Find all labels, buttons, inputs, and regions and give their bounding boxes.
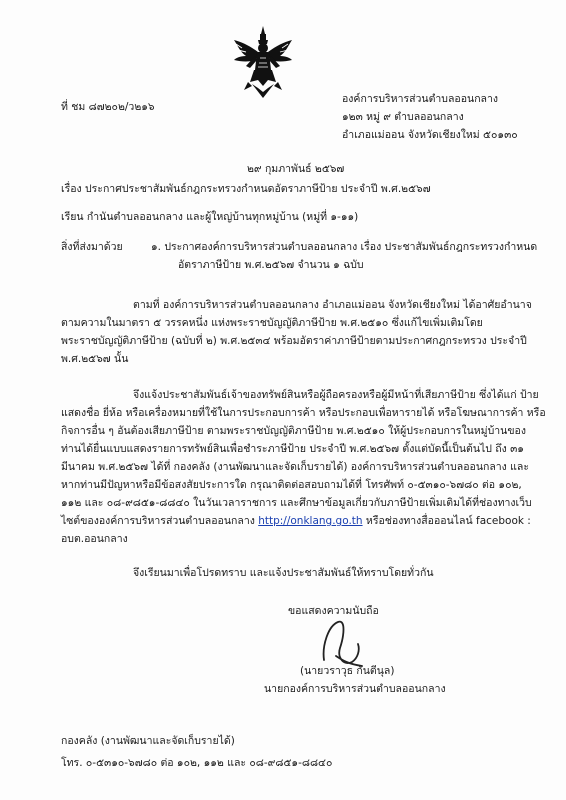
signatory-position: นายกองค์การบริหารส่วนตำบลออนกลาง xyxy=(264,683,446,695)
recipient-line: เรียน กำนันตำบลออนกลาง และผู้ใหญ่บ้านทุกหมู่บ้าน (หมู่ที่ ๑-๑๑) xyxy=(61,211,359,223)
para2-text: ไซต์ขององค์การบริหารส่วนตำบลออนกลาง xyxy=(61,515,259,527)
org-address-line2: อำเภอแม่ออน จังหวัดเชียงใหม่ ๕๐๑๓๐ xyxy=(342,129,518,141)
enclosure-item-line2: อัตราภาษีป้าย พ.ศ.๒๕๖๗ จำนวน ๑ ฉบับ xyxy=(178,259,364,271)
para1-line: พระราชบัญญัติภาษีป้าย (ฉบับที่ ๒) พ.ศ.๒๕๓๔ พร้อมอัตราค่าภาษีป้ายตามประกาศกฎกระทรวง ประจำปี xyxy=(61,335,527,347)
garuda-emblem-icon xyxy=(232,26,294,98)
para2-line: แสดงชื่อ ยี่ห้อ หรือเครื่องหมายที่ใช้ในการประกอบการค้า หรือประกอบเพื่อหารายได้ หรือโฆษณาการค้า หรือ xyxy=(61,407,546,419)
org-address-line1: ๑๒๓ หมู่ ๙ ตำบลออนกลาง xyxy=(342,111,464,123)
website-link[interactable]: http://onklang.go.th xyxy=(258,515,363,527)
para2-line: มีนาคม พ.ศ.๒๕๖๗ ได้ที่ กองคลัง (งานพัฒนาและจัดเก็บรายได้) องค์การบริหารส่วนตำบลออนกลาง และ xyxy=(61,461,529,473)
para2-line: อบต.ออนกลาง xyxy=(61,533,128,545)
footer-phone: โทร. ๐-๕๓๑๐-๖๗๘๐ ต่อ ๑๐๒, ๑๑๒ และ ๐๘-๙๘๕๑-๘๘๔๐ xyxy=(61,757,333,769)
salutation: ขอแสดงความนับถือ xyxy=(288,605,379,617)
para2-line xyxy=(61,514,531,528)
para1-line: ตามความในมาตรา ๕ วรรคหนึ่ง แห่งพระราชบัญญัติภาษีป้าย พ.ศ.๒๕๑๐ ซึ่งแก้ไขเพิ่มเติมโดย xyxy=(61,317,483,329)
enclosure-item-line1: ๑. ประกาศองค์การบริหารส่วนตำบลออนกลาง เรื่อง ประชาสัมพันธ์กฎกระทรวงกำหนด xyxy=(151,241,538,253)
signatory-name: (นายวราวุธ กันตีนุล) xyxy=(300,665,395,677)
para2-line: ๑๑๒ และ ๐๘-๙๘๕๑-๘๘๔๐ ในวันเวลาราชการ และศึกษาข้อมูลเกี่ยวกับภาษีป้ายเพิ่มเติมได้ที่ช่องทางเว็บ xyxy=(61,497,532,509)
para1-line: พ.ศ.๒๕๖๗ นั้น xyxy=(61,353,129,365)
para2-line: จึงแจ้งประชาสัมพันธ์เจ้าของทรัพย์สินหรือผู้ถือครองหรือผู้มีหน้าที่เสียภาษีป้าย ซึ่งได้แก่ ป้าย xyxy=(133,389,539,401)
closing-statement: จึงเรียนมาเพื่อโปรดทราบ และแจ้งประชาสัมพันธ์ให้ทราบโดยทั่วกัน xyxy=(133,567,434,579)
reference-number: ที่ ชม ๘๗๒๐๒/ว๒๑๖ xyxy=(61,101,155,113)
para2-line: หากท่านมีปัญหาหรือมีข้อสงสัยประการใด กรุณาติดต่อสอบถามได้ที่ โทรศัพท์ ๐-๕๓๑๐-๖๗๘๐ ต่อ ๑๐๒, xyxy=(61,479,522,491)
para2-line: กิจการอื่น ๆ อันต้องเสียภาษีป้าย ตามพระราชบัญญัติภาษีป้าย พ.ศ.๒๕๑๐ ให้ผู้ประกอบการในหมู่บ้านของ xyxy=(61,425,526,437)
org-name: องค์การบริหารส่วนตำบลออนกลาง xyxy=(342,93,499,105)
footer-department: กองคลัง (งานพัฒนาและจัดเก็บรายได้) xyxy=(61,735,235,747)
para2-text: หรือช่องทางสื่อออนไลน์ facebook : xyxy=(362,515,531,527)
letter-date: ๒๙ กุมภาพันธ์ ๒๕๖๗ xyxy=(247,163,345,175)
enclosure-label: สิ่งที่ส่งมาด้วย xyxy=(61,241,123,253)
para1-line: ตามที่ องค์การบริหารส่วนตำบลออนกลาง อำเภอแม่ออน จังหวัดเชียงใหม่ ได้อาศัยอำนาจ xyxy=(133,299,532,311)
para2-line: ท่านได้ยื่นแบบแสดงรายการทรัพย์สินเพื่อชำระภาษีป้าย ประจำปี พ.ศ.๒๕๖๗ ตั้งแต่บัดนี้เป็นต้นไป ถึง ๓๑ xyxy=(61,443,524,455)
subject-line: เรื่อง ประกาศประชาสัมพันธ์กฎกระทรวงกำหนดอัตราภาษีป้าย ประจำปี พ.ศ.๒๕๖๗ xyxy=(61,183,431,195)
